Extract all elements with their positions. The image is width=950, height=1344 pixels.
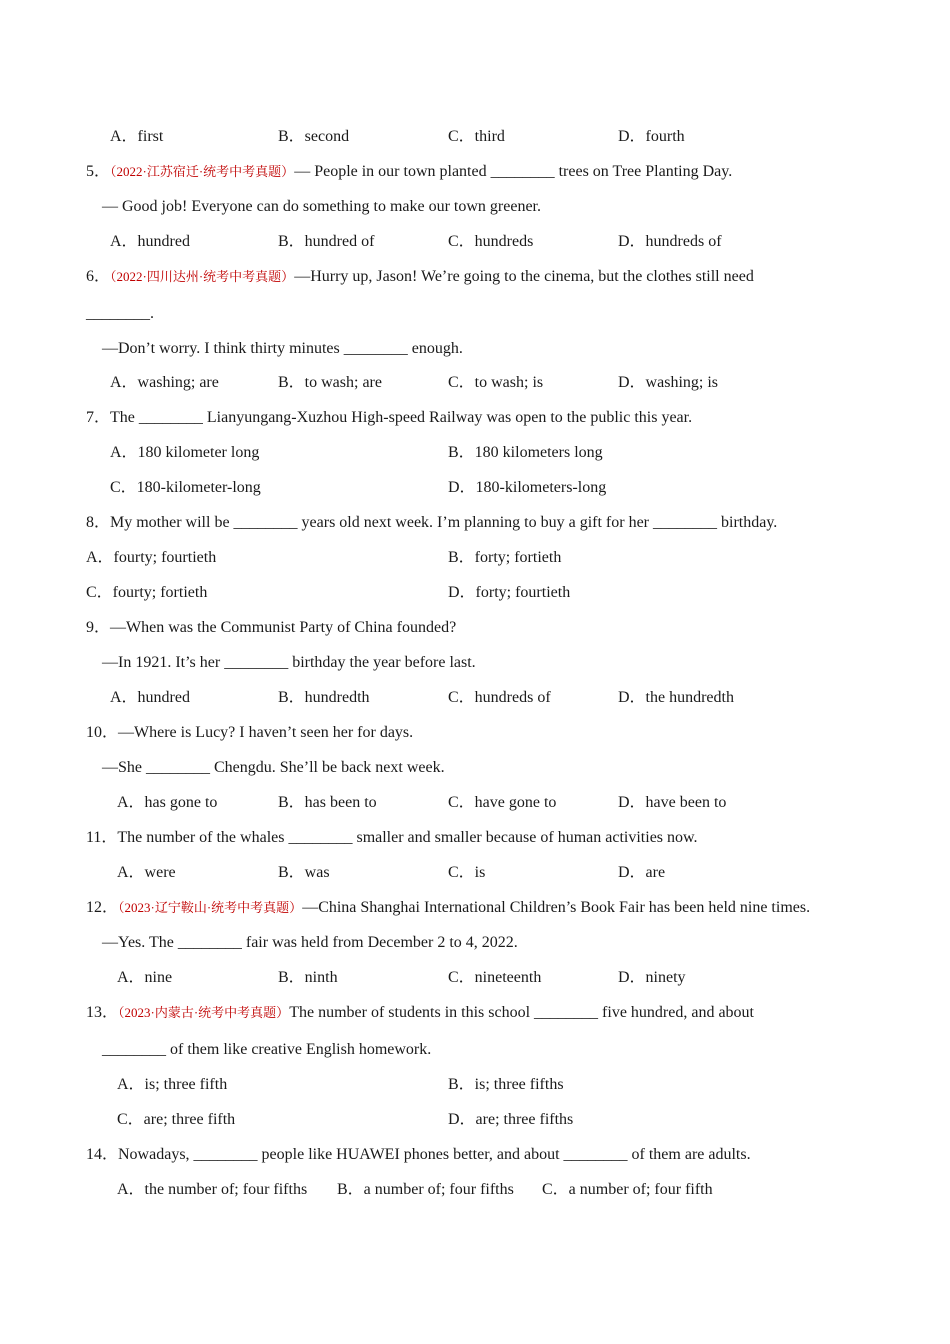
q6-option-c: C．to wash; is [448,374,544,391]
q10-option-d: D．have been to [618,794,727,811]
q9-reply: —In 1921. It’s her ________ birthday the year before last. [102,654,476,671]
q8-option-d: D．forty; fourtieth [448,584,571,601]
q11-option-c: C．is [448,864,486,881]
q10-stem: 10．—Where is Lucy? I haven’t seen her for days. [86,724,414,741]
q7-option-a: A．180 kilometer long [110,444,260,461]
q5-option-d: D．hundreds of [618,233,722,250]
q5-reply: — Good job! Everyone can do something to make our town greener. [102,198,541,215]
q10-option-a: A．has gone to [117,794,218,811]
q6-option-d: D．washing; is [618,374,719,391]
q5-source: （2022·江苏宿迁·统考中考真题） [110,164,295,179]
q6-number: 6． [86,268,111,285]
q6-source: （2022·四川达州·统考中考真题） [110,269,295,284]
q12-option-a: A．nine [117,969,173,986]
q6-stem [86,267,754,287]
q5-option-c: C．hundreds [448,233,534,250]
q14-option-b: B．a number of; four fifths [337,1181,514,1198]
q12-source: （2023·辽宁鞍山·统考中考真题） [118,900,303,915]
q9-option-d: D．the hundredth [618,689,734,706]
q4-option-b: B．second [278,128,350,145]
q12-option-d: D．ninety [618,969,686,986]
q7-option-d: D．180-kilometers-long [448,479,607,496]
q9-option-a: A．hundred [110,689,190,706]
q12-reply: —Yes. The ________ fair was held from December 2 to 4, 2022. [102,934,518,951]
q11-option-b: B．was [278,864,330,881]
q12-stem [86,898,810,918]
q5-stem-text: — People in our town planted ________ trees on Tree Planting Day. [294,163,733,180]
q8-option-b: B．forty; fortieth [448,549,562,566]
q14-option-a: A．the number of; four fifths [117,1181,308,1198]
q6-reply: —Don’t worry. I think thirty minutes ________ enough. [102,340,463,357]
q10-option-c: C．have gone to [448,794,557,811]
q8-option-a: A．fourty; fourtieth [86,549,217,566]
q13-option-c: C．are; three fifth [117,1111,236,1128]
q6-option-b: B．to wash; are [278,374,382,391]
q13-option-a: A．is; three fifth [117,1076,228,1093]
q9-stem: 9．—When was the Communist Party of China founded? [86,619,457,636]
q8-stem: 8．My mother will be ________ years old next week. I’m planning to buy a gift for her ________ birthday. [86,514,778,531]
q11-option-a: A．were [117,864,176,881]
q9-option-b: B．hundredth [278,689,370,706]
q11-option-d: D．are [618,864,666,881]
q5-number: 5． [86,163,111,180]
q12-stem-text: —China Shanghai International Children’s Book Fair has been held nine times. [302,899,811,916]
q7-option-c: C．180-kilometer-long [110,479,261,496]
q5-stem [86,162,732,182]
q4-option-d: D．fourth [618,128,685,145]
q6-stem-text: —Hurry up, Jason! We’re going to the cinema, but the clothes still need [294,268,754,285]
q8-option-c: C．fourty; fortieth [86,584,208,601]
q12-option-b: B．ninth [278,969,338,986]
q13-stem-text: The number of students in this school ________ five hundred, and about [289,1004,754,1021]
q13-number: 13． [86,1004,119,1021]
q13-stem [86,1003,754,1023]
q13-stem-continued: ________ of them like creative English homework. [102,1041,432,1058]
q12-option-c: C．nineteenth [448,969,542,986]
q14-stem: 14．Nowadays, ________ people like HUAWEI phones better, and about ________ of them are adults. [86,1146,751,1163]
q13-source: （2023·内蒙古·统考中考真题） [118,1005,290,1020]
q4-option-c: C．third [448,128,505,145]
q13-option-b: B．is; three fifths [448,1076,564,1093]
q9-option-c: C．hundreds of [448,689,551,706]
q5-option-a: A．hundred [110,233,190,250]
q6-option-a: A．washing; are [110,374,219,391]
q14-option-c: C．a number of; four fifth [542,1181,713,1198]
q4-option-a: A．first [110,128,164,145]
q11-stem: 11．The number of the whales ________ smaller and smaller because of human activities now. [86,829,698,846]
q10-option-b: B．has been to [278,794,377,811]
q6-stem-continued: ________. [86,305,154,322]
q10-reply: —She ________ Chengdu. She’ll be back next week. [102,759,445,776]
q7-option-b: B．180 kilometers long [448,444,603,461]
q12-number: 12． [86,899,119,916]
q5-option-b: B．hundred of [278,233,375,250]
q13-option-d: D．are; three fifths [448,1111,574,1128]
q7-stem: 7．The ________ Lianyungang-Xuzhou High-speed Railway was open to the public this year. [86,409,693,426]
